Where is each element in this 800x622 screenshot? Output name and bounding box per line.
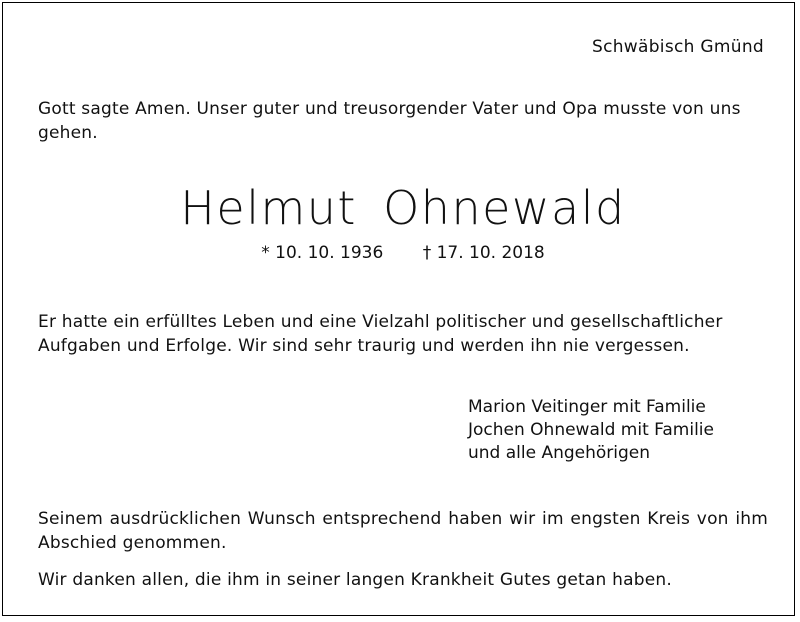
- life-paragraph: Er hatte ein erfülltes Leben und eine Vielzahl politischer und gesellschaftlicher Aufgaben und Erfolge. Wir sind sehr traurig und werden ihn nie vergessen.: [38, 312, 723, 356]
- deceased-name: Helmut Ohnewald: [180, 181, 626, 235]
- birth-date: * 10. 10. 1936: [261, 243, 384, 263]
- life-dates: [3, 243, 800, 263]
- mourner-line: und alle Angehörigen: [468, 443, 651, 463]
- mourner-line: Marion Veitinger mit Familie: [468, 397, 706, 417]
- mourners-list: [468, 396, 714, 465]
- farewell-paragraph: Seinem ausdrücklichen Wunsch entsprechend haben wir im engsten Kreis von ihm Abschied genommen.: [38, 509, 768, 553]
- thanks-paragraph: Wir danken allen, die ihm in seiner langen Krankheit Gutes getan haben.: [38, 570, 672, 590]
- mourner-line: Jochen Ohnewald mit Familie: [468, 420, 714, 440]
- place-name: Schwäbisch Gmünd: [591, 37, 764, 57]
- intro-paragraph: Gott sagte Amen. Unser guter und treusorgender Vater und Opa musste von uns gehen.: [38, 99, 741, 143]
- death-date: † 17. 10. 2018: [422, 243, 545, 263]
- obituary-notice: [2, 2, 795, 616]
